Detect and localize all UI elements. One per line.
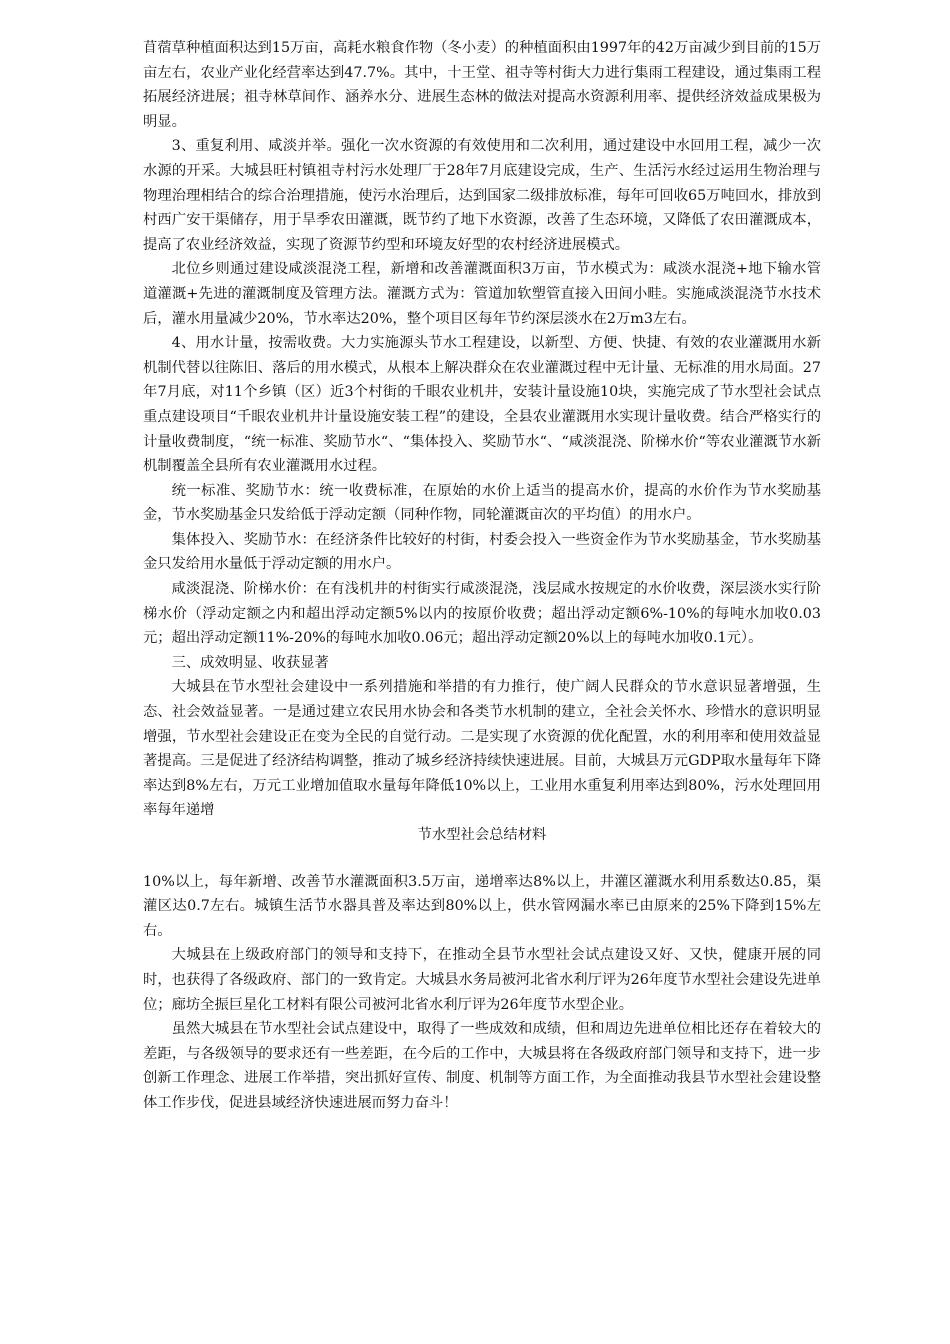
paragraph: 大城县在上级政府部门的领导和支持下，在推动全县节水型社会试点建设又好、又快，健康开展的同时，也获得了各级政府、部门的一致肯定。大城县水务局被河北省水利厅评为26年度节水型社会建设先进单位；廊坊全振巨星化工材料有限公司被河北省水利厅评为26年度节水型企业。 — [143, 947, 821, 1013]
paragraph: 苜蓿草种植面积达到15万亩，高耗水粮食作物（冬小麦）的种植面积由1997年的42万亩减少到目前的15万亩左右，农业产业化经营率达到47.7%。其中，十王堂、祖寺等村街大力进行集雨工程建设，通过集雨工程拓展经济进展；祖寺林草间作、涵养水分、进展生态林的做法对提高水资源利用率、提供经济效益成果极为明显。 — [143, 40, 821, 130]
paragraph: 10%以上，每年新增、改善节水灌溉面积3.5万亩，递增率达8%以上，井灌区灌溉水利用系数达0.85，渠灌区达0.7左右。城镇生活节水器具普及率达到80%以上，供水管网漏水率已由原来的25%下降到15%左右。 — [143, 873, 821, 939]
section-heading: 三、成效明显、收获显著 — [171, 654, 329, 671]
paragraph: 咸淡混浇、阶梯水价：在有浅机井的村街实行咸淡混浇，浅层咸水按规定的水价收费，深层淡水实行阶梯水价（浮动定额之内和超出浮动定额5%以内的按原价收费；超出浮动定额6%-10%的每吨水加收0.03元；超出浮动定额11%-20%的每吨水加收0.06元；超出浮动定额20%以上的每吨水加收0.1元）。 — [143, 581, 821, 647]
document-body-bottom — [143, 870, 821, 1116]
document-body-top — [143, 36, 821, 823]
paragraph: 集体投入、奖励节水：在经济条件比较好的村街，村委会投入一些资金作为节水奖励基金，节水奖励基金只发给用水量低于浮动定额的用水户。 — [143, 531, 821, 573]
paragraph: 北位乡则通过建设咸淡混浇工程，新增和改善灌溉面积3万亩，节水模式为：咸淡水混浇+地下输水管道灌溉+先进的灌溉制度及管理方法。灌溉方式为：管道加软塑管直接入田间小畦。实施咸淡混浇节水技术后，灌水用量减少20%，节水率达20%，整个项目区每年节约深层淡水在2万m3左右。 — [143, 261, 821, 327]
paragraph: 3、重复利用、咸淡并举。强化一次水资源的有效使用和二次利用，通过建设中水回用工程，减少一次水源的开采。大城县旺村镇祖寺村污水处理厂于28年7月底建设完成，生产、生活污水经过运用生物治理与物理治理相结合的综合治理措施，使污水治理后，达到国家二级排放标准，每年可回收65万吨回水，排放到村西广安干渠储存，用于旱季农田灌溉，既节约了地下水资源，改善了生态环境，又降低了农田灌溉成本，提高了农业经济效益，实现了资源节约型和环境友好型的农村经济进展模式。 — [143, 138, 821, 253]
document-page — [143, 36, 821, 1116]
paragraph: 虽然大城县在节水型社会试点建设中，取得了一些成效和成绩，但和周边先进单位相比还存在着较大的差距，与各级领导的要求还有一些差距，在今后的工作中，大城县将在各级政府部门领导和支持下，进一步创新工作理念、进展工作举措，突出抓好宣传、制度、机制等方面工作，为全面推动我县节水型社会建设整体工作步伐，促进县域经济快速进展而努力奋斗！ — [143, 1021, 821, 1111]
paragraph: 大城县在节水型社会建设中一系列措施和举措的有力推行，使广阔人民群众的节水意识显著增强，生态、社会效益显著。一是通过建立农民用水协会和各类节水机制的建立，全社会关怀水、珍惜水的意识明显增强，节水型社会建设正在变为全民的自觉行动。二是实现了水资源的优化配置，水的利用率和使用效益显著提高。三是促进了经济结构调整，推动了城乡经济持续快速进展。目前，大城县万元GDP取水量每年下降率达到8%左右，万元工业增加值取水量每年降低10%以上，工业用水重复利用率达到80%，污水处理回用率每年递增 — [143, 679, 821, 819]
paragraph: 统一标准、奖励节水：统一收费标准，在原始的水价上适当的提高水价，提高的水价作为节水奖励基金，节水奖励基金只发给低于浮动定额（同种作物，同轮灌溉亩次的平均值）的用水户。 — [143, 482, 821, 524]
page-title: 节水型社会总结材料 — [417, 827, 547, 843]
paragraph: 4、用水计量，按需收费。大力实施源头节水工程建设，以新型、方便、快捷、有效的农业灌溉用水新机制代替以往陈旧、落后的用水模式，从根本上解决群众在农业灌溉过程中无计量、无标准的用水局面。27年7月底，对11个乡镇（区）近3个村街的千眼农业机井，安装计量设施10块，实施完成了节水型社会试点重点建设项目“千眼农业机井计量设施安装工程”的建设，全县农业灌溉用水实现计量收费。结合严格实行的计量收费制度，“统一标准、奖励节水“、“集体投入、奖励节水“、“咸淡混浇、阶梯水价“等农业灌溉节水新机制覆盖全县所有农业灌溉用水过程。 — [143, 335, 821, 475]
